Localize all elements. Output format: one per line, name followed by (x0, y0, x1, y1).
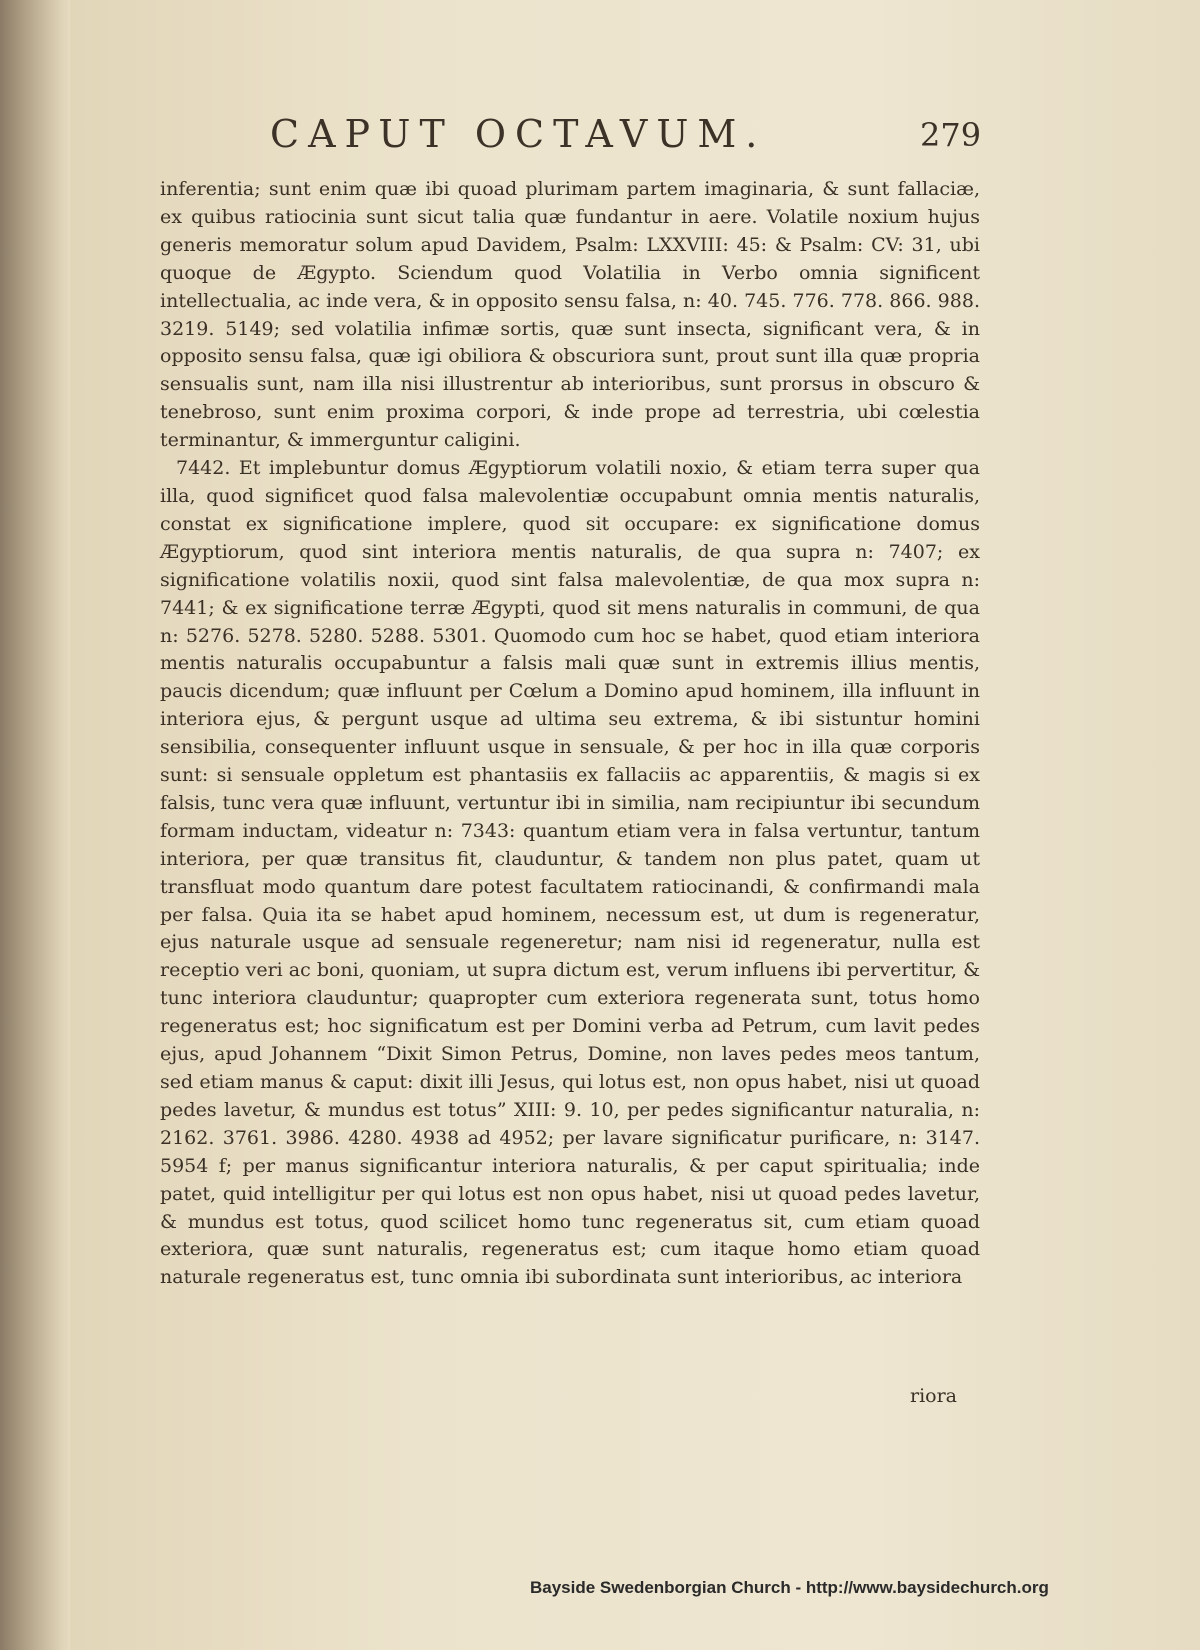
book-spine-shadow (0, 0, 70, 1650)
catchword: riora (910, 1385, 958, 1407)
paragraph-continuation: inferentia; sunt enim quæ ibi quoad plurimam partem imaginaria, & sunt fallaciæ, ex quibus ratiocinia sunt sicut talia quæ fundantur in aere. Volatile noxium hujus generis memoratur solum apud Davidem, Psalm: LXXVIII: 45: & Psalm: CV: 31, ubi quoque de Ægypto. Sciendum quod Volatilia in Verbo omnia significent intellectualia, ac inde vera, & in opposito sensu falsa, n: 40. 745. 776. 778. 866. 988. 3219. 5149; sed volatilia infimæ sortis, quæ sunt insecta, significant vera, & in opposito sensu falsa, quæ igi obiliora & obscuriora sunt, prout sunt illa quæ propria sensualis sunt, nam illa nisi illustrentur ab interioribus, sunt prorsus in obscuro & tenebroso, sunt enim proxima corpori, & inde prope ad terrestria, ubi cœlestia terminantur, & immerguntur caligini. (160, 178, 980, 452)
page-header (270, 112, 1070, 172)
footer-credit: Bayside Swedenborgian Church - http://www.baysidechurch.org (530, 1578, 1049, 1597)
running-head: CAPUT OCTAVUM. (270, 112, 767, 156)
page-number: 279 (920, 116, 982, 154)
paragraph-7442: 7442. Et implebuntur domus Ægyptiorum volatili noxio, & etiam terra super qua illa, quod significet quod falsa malevolentiæ occupabunt omnia mentis naturalis, constat ex significatione implere, quod sit occupare: ex significatione domus Ægyptiorum, quod sint interiora mentis naturalis, de qua supra n: 7407; ex significatione volatilis noxii, quod sint falsa malevolentiæ, de qua mox supra n: 7441; & ex significatione terræ Ægypti, quod sit mens naturalis in communi, de qua n: 5276. 5278. 5280. 5288. 5301. Quomodo cum hoc se habet, quod etiam interiora mentis naturalis occupabuntur a falsis mali quæ sunt in extremis illius mentis, paucis dicendum; quæ influunt per Cœlum a Domino apud hominem, illa influunt in interiora ejus, & pergunt usque ad ultima seu extrema, & ibi sistuntur homini sensibilia, consequenter influunt usque in sensuale, & per hoc in illa quæ corporis sunt: si sensuale oppletum est phantasiis ex fallaciis ac apparentiis, & magis si ex falsis, tunc vera quæ influunt, vertuntur ibi in similia, nam recipiuntur ibi secundum formam inductam, videatur n: 7343: quantum etiam vera in falsa vertuntur, tantum interiora, per quæ transitus fit, clauduntur, & tandem non plus patet, quam ut transfluat modo quantum dare potest facultatem ratiocinandi, & confirmandi mala per falsa. Quia ita se habet apud hominem, necessum est, ut dum is regeneratur, ejus naturale usque ad sensuale regeneretur; nam nisi id regeneratur, nulla est receptio veri ac boni, quoniam, ut supra dictum est, verum influens ibi pervertitur, & tunc interiora clauduntur; quapropter cum exteriora regenerata sunt, totus homo regeneratus est; hoc significatum est per Domini verba ad Petrum, cum lavit pedes ejus, apud Johannem “Dixit Simon Petrus, Domine, non laves pedes meos tantum, sed etiam manus & caput: dixit illi Jesus, qui lotus est, non opus habet, nisi ut quoad pedes lavetur, & mundus est totus” XIII: 9. 10, per pedes significantur naturalia, n: 2162. 3761. 3986. 4280. 4938 ad 4952; per lavare significatur purificare, n: 3147. 5954 f; per manus significantur interiora naturalis, & per caput spiritualia; inde patet, quid intelligitur per qui lotus est non opus habet, nisi ut quoad pedes lavetur, & mundus est totus, quod scilicet homo tunc regeneratus sit, cum etiam quoad exteriora, quæ sunt naturalis, regeneratus est; cum itaque homo etiam quoad naturale regeneratus est, tunc omnia ibi subordinata sunt interioribus, ac interiora (160, 457, 980, 1289)
body-text (160, 176, 980, 1292)
